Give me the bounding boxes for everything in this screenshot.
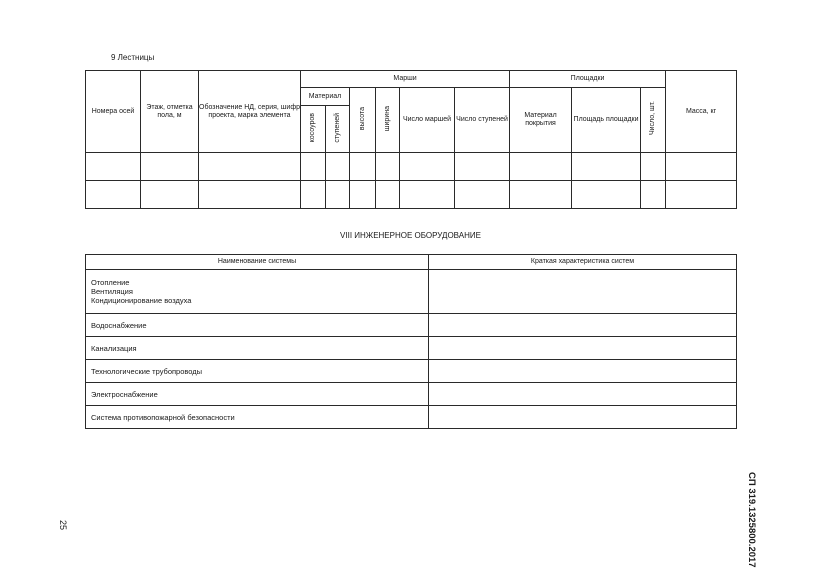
system-name: Электроснабжение — [86, 383, 429, 406]
table-row — [86, 153, 737, 181]
header-system-name: Наименование системы — [86, 255, 429, 270]
table-row — [86, 383, 737, 406]
header-mass: Масса, кг — [666, 71, 737, 153]
system-name: Водоснабжение — [86, 314, 429, 337]
header-cover-material: Материал покрытия — [510, 88, 572, 153]
header-steps: ступеней — [333, 112, 341, 143]
system-name: Отопление — [91, 278, 130, 287]
engineering-section-title: VIII ИНЖЕНЕРНОЕ ОБОРУДОВАНИЕ — [340, 231, 481, 240]
header-flights-count: Число маршей — [400, 88, 455, 153]
table-row — [86, 270, 737, 314]
header-material: Материал — [301, 88, 350, 106]
table-row — [86, 181, 737, 209]
header-height: высота — [358, 106, 366, 131]
system-name: Вентиляция — [91, 287, 133, 296]
header-steps-count: Число ступеней — [455, 88, 510, 153]
header-landing-area: Площадь площадки — [572, 88, 641, 153]
system-name-cell — [86, 270, 429, 314]
header-landings: Площадки — [510, 71, 666, 88]
system-name: Канализация — [86, 337, 429, 360]
system-name: Система противопожарной безопасности — [86, 406, 429, 429]
header-system-desc: Краткая характеристика систем — [429, 255, 737, 270]
header-floor: Этаж, отметка пола, м — [141, 71, 199, 153]
system-name: Кондиционирование воздуха — [91, 296, 192, 305]
stairs-section-title: 9 Лестницы — [111, 53, 155, 62]
header-stringers: косоуров — [309, 112, 316, 143]
engineering-table — [85, 254, 737, 429]
table-row — [86, 337, 737, 360]
header-designation: Обозначение НД, серия, шифр проекта, марка элемента — [199, 71, 301, 153]
stairs-table — [85, 70, 737, 209]
table-row — [86, 406, 737, 429]
system-name: Технологические трубопроводы — [86, 360, 429, 383]
document-code: СП 319.1325800.2017 — [746, 472, 757, 568]
header-axes: Номера осей — [86, 71, 141, 153]
header-flights: Марши — [301, 71, 510, 88]
header-width: ширина — [383, 105, 391, 132]
table-row — [86, 314, 737, 337]
header-count-pcs: Число, шт. — [649, 101, 657, 136]
table-row — [86, 360, 737, 383]
page-number: 25 — [58, 520, 68, 531]
